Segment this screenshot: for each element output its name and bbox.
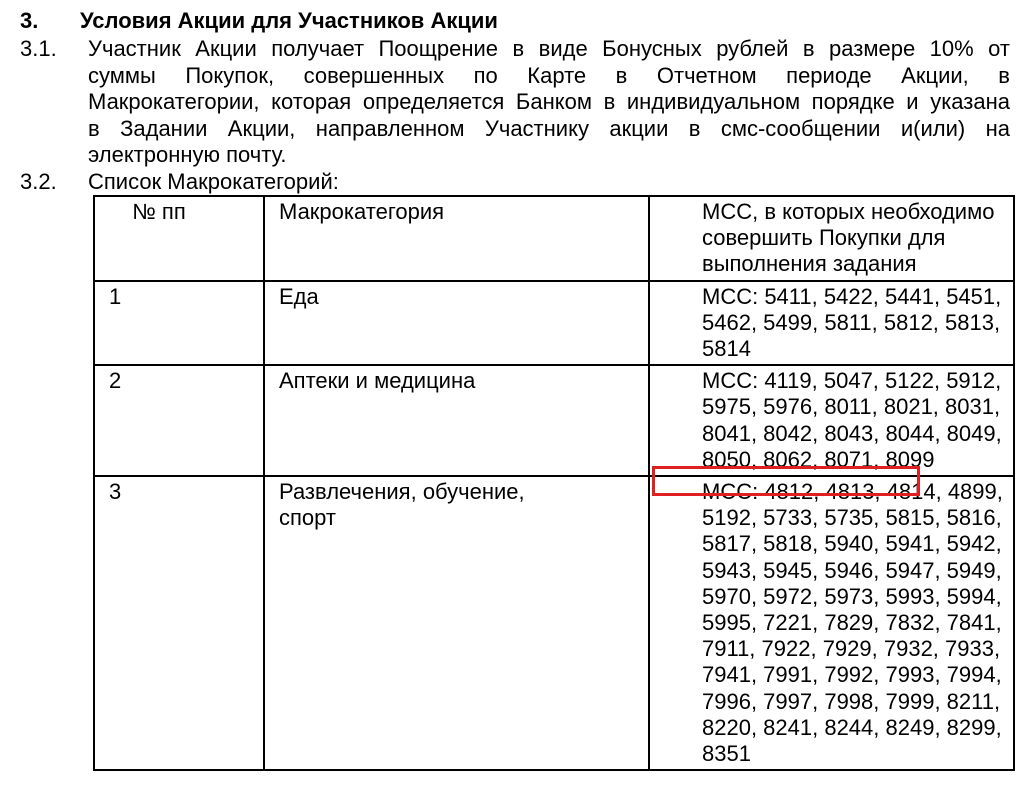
- mcc-line: 5995, 7221, 7829, 7832, 7841,: [702, 610, 1002, 636]
- row-category: [264, 281, 649, 366]
- header-mcc-line: выполнения задания: [702, 251, 917, 277]
- category-line: Развлечения, обучение,: [279, 479, 525, 505]
- mcc-line: 8041, 8042, 8043, 8044, 8049,: [702, 420, 1002, 446]
- mcc-line: 5817, 5818, 5940, 5941, 5942,: [702, 531, 1002, 557]
- mcc-line: MCC: 4812, 4813, 4814, 4899,: [702, 479, 1003, 505]
- table-row: [94, 365, 1014, 476]
- header-mcc: [649, 196, 1014, 281]
- header-number: № пп: [94, 196, 264, 281]
- row-number: 1: [94, 281, 264, 366]
- mcc-line: 7911, 7922, 7929, 7932, 7933,: [702, 636, 1001, 662]
- mcc-line: 5975, 5976, 8011, 8021, 8031,: [702, 394, 1001, 420]
- header-mcc-line: совершить Покупки для: [702, 225, 946, 251]
- row-mcc-list: [649, 365, 1014, 476]
- mcc-line: 5814: [702, 336, 751, 362]
- row-mcc-list: [649, 476, 1014, 770]
- section-heading: [20, 8, 498, 34]
- clause-3-1-line: в Задании Акции, направленном Участнику акции в смс-сообщении и(или) на: [88, 115, 1010, 141]
- table-row: [94, 281, 1014, 366]
- table-header-row: [94, 196, 1014, 281]
- clause-3-1-number: 3.1.: [20, 36, 57, 61]
- macrocategory-table: [93, 195, 1015, 771]
- row-category: [264, 365, 649, 476]
- row-mcc-list: [649, 281, 1014, 366]
- row-number: 3: [94, 476, 264, 770]
- row-number: 2: [94, 365, 264, 476]
- section-number: 3.: [20, 8, 39, 33]
- category-line: Еда: [279, 283, 319, 309]
- header-category: Макрокатегория: [264, 196, 649, 281]
- mcc-line: MCC: 4119, 5047, 5122, 5912,: [702, 368, 1002, 394]
- macrocategory-table-wrap: [93, 195, 1013, 771]
- header-mcc-line: MCC, в которых необходимо: [702, 199, 995, 224]
- clause-3-1-line: суммы Покупок, совершенных по Карте в Отчетном периоде Акции, в: [88, 62, 1010, 88]
- mcc-line: 5462, 5499, 5811, 5812, 5813,: [702, 309, 1001, 335]
- clause-3-2-number: 3.2.: [20, 169, 57, 194]
- clause-3-1-line: Макрокатегории, которая определяется Банком в индивидуальном порядке и указана: [88, 89, 1010, 115]
- clause-3-1-line: Участник Акции получает Поощрение в виде Бонусных рублей в размере 10% от: [88, 36, 1010, 61]
- mcc-line: 7941, 7991, 7992, 7993, 7994,: [702, 662, 1002, 688]
- mcc-line: 5192, 5733, 5735, 5815, 5816,: [702, 505, 1002, 531]
- category-line: Аптеки и медицина: [279, 368, 476, 394]
- category-line: спорт: [279, 505, 336, 531]
- section-title: Условия Акции для Участников Акции: [80, 8, 498, 33]
- mcc-line: 7996, 7997, 7998, 7999, 8211,: [702, 688, 1001, 714]
- row-category: [264, 476, 649, 770]
- mcc-line: 5943, 5945, 5946, 5947, 5949,: [702, 557, 1002, 583]
- table-row: [94, 476, 1014, 770]
- mcc-line: 8351: [702, 741, 751, 767]
- mcc-line: MCC: 5411, 5422, 5441, 5451,: [702, 283, 1002, 309]
- clause-3-1-line: электронную почту.: [88, 142, 287, 168]
- mcc-line: 5970, 5972, 5973, 5993, 5994,: [702, 583, 1002, 609]
- clause-3-2-text: Список Макрокатегорий:: [88, 169, 339, 194]
- mcc-line: 8220, 8241, 8244, 8249, 8299,: [702, 714, 1002, 740]
- clause-3-1-text: [88, 36, 1010, 169]
- mcc-line: 8050, 8062, 8071, 8099: [702, 446, 935, 472]
